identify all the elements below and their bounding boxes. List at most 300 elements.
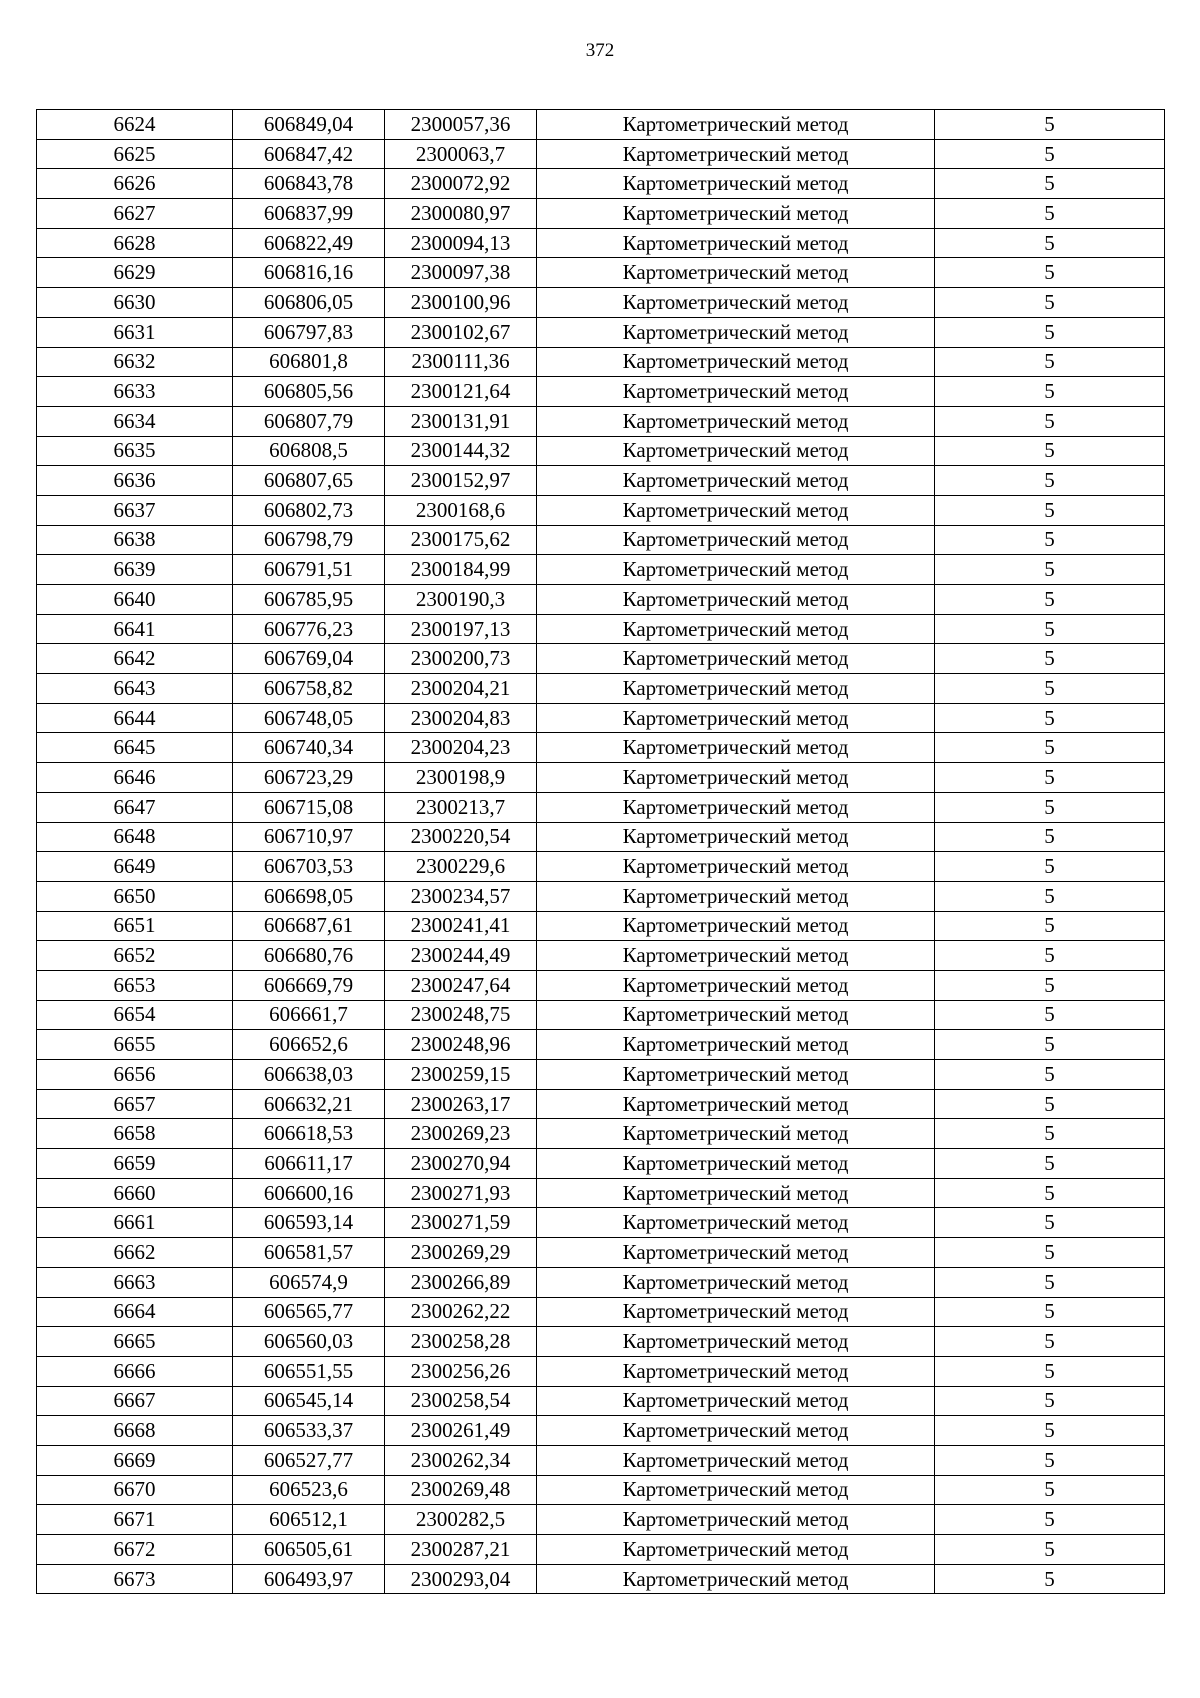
x-coordinate-cell: 606807,65 bbox=[233, 466, 385, 496]
x-coordinate-cell: 606822,49 bbox=[233, 228, 385, 258]
point-number-cell: 6652 bbox=[37, 941, 233, 971]
method-cell: Картометрический метод bbox=[537, 1000, 935, 1030]
method-cell: Картометрический метод bbox=[537, 288, 935, 318]
point-number-cell: 6629 bbox=[37, 258, 233, 288]
method-cell: Картометрический метод bbox=[537, 585, 935, 615]
table-row bbox=[37, 1327, 1165, 1357]
x-coordinate-cell: 606632,21 bbox=[233, 1089, 385, 1119]
x-coordinate-cell: 606661,7 bbox=[233, 1000, 385, 1030]
accuracy-cell: 5 bbox=[935, 792, 1165, 822]
point-number-cell: 6640 bbox=[37, 585, 233, 615]
x-coordinate-cell: 606652,6 bbox=[233, 1030, 385, 1060]
method-cell: Картометрический метод bbox=[537, 1505, 935, 1535]
x-coordinate-cell: 606581,57 bbox=[233, 1238, 385, 1268]
method-cell: Картометрический метод bbox=[537, 941, 935, 971]
point-number-cell: 6636 bbox=[37, 466, 233, 496]
point-number-cell: 6653 bbox=[37, 970, 233, 1000]
point-number-cell: 6644 bbox=[37, 703, 233, 733]
point-number-cell: 6631 bbox=[37, 317, 233, 347]
accuracy-cell: 5 bbox=[935, 1535, 1165, 1565]
accuracy-cell: 5 bbox=[935, 466, 1165, 496]
point-number-cell: 6630 bbox=[37, 288, 233, 318]
table-row bbox=[37, 911, 1165, 941]
method-cell: Картометрический метод bbox=[537, 1327, 935, 1357]
x-coordinate-cell: 606593,14 bbox=[233, 1208, 385, 1238]
table-row bbox=[37, 1060, 1165, 1090]
accuracy-cell: 5 bbox=[935, 1564, 1165, 1594]
point-number-cell: 6661 bbox=[37, 1208, 233, 1238]
y-coordinate-cell: 2300121,64 bbox=[385, 377, 537, 407]
x-coordinate-cell: 606618,53 bbox=[233, 1119, 385, 1149]
table-row bbox=[37, 1386, 1165, 1416]
y-coordinate-cell: 2300248,75 bbox=[385, 1000, 537, 1030]
x-coordinate-cell: 606703,53 bbox=[233, 852, 385, 882]
point-number-cell: 6627 bbox=[37, 199, 233, 229]
point-number-cell: 6643 bbox=[37, 674, 233, 704]
table-row bbox=[37, 110, 1165, 140]
y-coordinate-cell: 2300269,48 bbox=[385, 1475, 537, 1505]
point-number-cell: 6651 bbox=[37, 911, 233, 941]
y-coordinate-cell: 2300168,6 bbox=[385, 495, 537, 525]
table-row bbox=[37, 1564, 1165, 1594]
point-number-cell: 6671 bbox=[37, 1505, 233, 1535]
y-coordinate-cell: 2300293,04 bbox=[385, 1564, 537, 1594]
table-row bbox=[37, 881, 1165, 911]
table-row bbox=[37, 733, 1165, 763]
x-coordinate-cell: 606565,77 bbox=[233, 1297, 385, 1327]
table-row bbox=[37, 199, 1165, 229]
y-coordinate-cell: 2300204,83 bbox=[385, 703, 537, 733]
y-coordinate-cell: 2300204,23 bbox=[385, 733, 537, 763]
x-coordinate-cell: 606710,97 bbox=[233, 822, 385, 852]
y-coordinate-cell: 2300262,22 bbox=[385, 1297, 537, 1327]
x-coordinate-cell: 606638,03 bbox=[233, 1060, 385, 1090]
table-row bbox=[37, 1238, 1165, 1268]
y-coordinate-cell: 2300258,54 bbox=[385, 1386, 537, 1416]
x-coordinate-cell: 606680,76 bbox=[233, 941, 385, 971]
method-cell: Картометрический метод bbox=[537, 228, 935, 258]
accuracy-cell: 5 bbox=[935, 614, 1165, 644]
table-row bbox=[37, 228, 1165, 258]
table-row bbox=[37, 347, 1165, 377]
x-coordinate-cell: 606715,08 bbox=[233, 792, 385, 822]
table-row bbox=[37, 555, 1165, 585]
point-number-cell: 6647 bbox=[37, 792, 233, 822]
x-coordinate-cell: 606600,16 bbox=[233, 1178, 385, 1208]
point-number-cell: 6669 bbox=[37, 1445, 233, 1475]
point-number-cell: 6666 bbox=[37, 1356, 233, 1386]
table-row bbox=[37, 644, 1165, 674]
x-coordinate-cell: 606740,34 bbox=[233, 733, 385, 763]
y-coordinate-cell: 2300271,59 bbox=[385, 1208, 537, 1238]
accuracy-cell: 5 bbox=[935, 228, 1165, 258]
point-number-cell: 6626 bbox=[37, 169, 233, 199]
y-coordinate-cell: 2300229,6 bbox=[385, 852, 537, 882]
x-coordinate-cell: 606843,78 bbox=[233, 169, 385, 199]
accuracy-cell: 5 bbox=[935, 555, 1165, 585]
method-cell: Картометрический метод bbox=[537, 1445, 935, 1475]
point-number-cell: 6672 bbox=[37, 1535, 233, 1565]
method-cell: Картометрический метод bbox=[537, 347, 935, 377]
point-number-cell: 6673 bbox=[37, 1564, 233, 1594]
method-cell: Картометрический метод bbox=[537, 525, 935, 555]
accuracy-cell: 5 bbox=[935, 941, 1165, 971]
accuracy-cell: 5 bbox=[935, 1089, 1165, 1119]
y-coordinate-cell: 2300248,96 bbox=[385, 1030, 537, 1060]
point-number-cell: 6641 bbox=[37, 614, 233, 644]
table-row bbox=[37, 763, 1165, 793]
y-coordinate-cell: 2300256,26 bbox=[385, 1356, 537, 1386]
point-number-cell: 6639 bbox=[37, 555, 233, 585]
accuracy-cell: 5 bbox=[935, 1475, 1165, 1505]
y-coordinate-cell: 2300102,67 bbox=[385, 317, 537, 347]
method-cell: Картометрический метод bbox=[537, 1149, 935, 1179]
method-cell: Картометрический метод bbox=[537, 970, 935, 1000]
point-number-cell: 6654 bbox=[37, 1000, 233, 1030]
x-coordinate-cell: 606551,55 bbox=[233, 1356, 385, 1386]
point-number-cell: 6658 bbox=[37, 1119, 233, 1149]
table-row bbox=[37, 317, 1165, 347]
point-number-cell: 6655 bbox=[37, 1030, 233, 1060]
x-coordinate-cell: 606805,56 bbox=[233, 377, 385, 407]
y-coordinate-cell: 2300175,62 bbox=[385, 525, 537, 555]
accuracy-cell: 5 bbox=[935, 1119, 1165, 1149]
table-row bbox=[37, 377, 1165, 407]
y-coordinate-cell: 2300259,15 bbox=[385, 1060, 537, 1090]
y-coordinate-cell: 2300144,32 bbox=[385, 436, 537, 466]
table-row bbox=[37, 525, 1165, 555]
x-coordinate-cell: 606806,05 bbox=[233, 288, 385, 318]
accuracy-cell: 5 bbox=[935, 406, 1165, 436]
accuracy-cell: 5 bbox=[935, 1030, 1165, 1060]
y-coordinate-cell: 2300063,7 bbox=[385, 139, 537, 169]
y-coordinate-cell: 2300184,99 bbox=[385, 555, 537, 585]
point-number-cell: 6625 bbox=[37, 139, 233, 169]
method-cell: Картометрический метод bbox=[537, 1208, 935, 1238]
y-coordinate-cell: 2300241,41 bbox=[385, 911, 537, 941]
point-number-cell: 6665 bbox=[37, 1327, 233, 1357]
y-coordinate-cell: 2300271,93 bbox=[385, 1178, 537, 1208]
table-row bbox=[37, 1030, 1165, 1060]
point-number-cell: 6638 bbox=[37, 525, 233, 555]
accuracy-cell: 5 bbox=[935, 377, 1165, 407]
method-cell: Картометрический метод bbox=[537, 317, 935, 347]
point-number-cell: 6667 bbox=[37, 1386, 233, 1416]
method-cell: Картометрический метод bbox=[537, 436, 935, 466]
accuracy-cell: 5 bbox=[935, 258, 1165, 288]
y-coordinate-cell: 2300269,29 bbox=[385, 1238, 537, 1268]
x-coordinate-cell: 606847,42 bbox=[233, 139, 385, 169]
method-cell: Картометрический метод bbox=[537, 377, 935, 407]
method-cell: Картометрический метод bbox=[537, 1119, 935, 1149]
y-coordinate-cell: 2300234,57 bbox=[385, 881, 537, 911]
table-row bbox=[37, 1208, 1165, 1238]
x-coordinate-cell: 606512,1 bbox=[233, 1505, 385, 1535]
coordinates-table bbox=[36, 109, 1165, 1594]
method-cell: Картометрический метод bbox=[537, 1297, 935, 1327]
accuracy-cell: 5 bbox=[935, 495, 1165, 525]
accuracy-cell: 5 bbox=[935, 733, 1165, 763]
y-coordinate-cell: 2300220,54 bbox=[385, 822, 537, 852]
point-number-cell: 6637 bbox=[37, 495, 233, 525]
point-number-cell: 6649 bbox=[37, 852, 233, 882]
point-number-cell: 6670 bbox=[37, 1475, 233, 1505]
accuracy-cell: 5 bbox=[935, 525, 1165, 555]
table-row bbox=[37, 792, 1165, 822]
method-cell: Картометрический метод bbox=[537, 1535, 935, 1565]
x-coordinate-cell: 606698,05 bbox=[233, 881, 385, 911]
y-coordinate-cell: 2300094,13 bbox=[385, 228, 537, 258]
y-coordinate-cell: 2300287,21 bbox=[385, 1535, 537, 1565]
y-coordinate-cell: 2300270,94 bbox=[385, 1149, 537, 1179]
x-coordinate-cell: 606785,95 bbox=[233, 585, 385, 615]
x-coordinate-cell: 606533,37 bbox=[233, 1416, 385, 1446]
x-coordinate-cell: 606801,8 bbox=[233, 347, 385, 377]
x-coordinate-cell: 606723,29 bbox=[233, 763, 385, 793]
y-coordinate-cell: 2300072,92 bbox=[385, 169, 537, 199]
accuracy-cell: 5 bbox=[935, 1149, 1165, 1179]
table-row bbox=[37, 1119, 1165, 1149]
accuracy-cell: 5 bbox=[935, 1238, 1165, 1268]
accuracy-cell: 5 bbox=[935, 169, 1165, 199]
y-coordinate-cell: 2300100,96 bbox=[385, 288, 537, 318]
x-coordinate-cell: 606791,51 bbox=[233, 555, 385, 585]
point-number-cell: 6656 bbox=[37, 1060, 233, 1090]
method-cell: Картометрический метод bbox=[537, 199, 935, 229]
method-cell: Картометрический метод bbox=[537, 1386, 935, 1416]
table-row bbox=[37, 258, 1165, 288]
method-cell: Картометрический метод bbox=[537, 881, 935, 911]
method-cell: Картометрический метод bbox=[537, 911, 935, 941]
accuracy-cell: 5 bbox=[935, 199, 1165, 229]
table-row bbox=[37, 1178, 1165, 1208]
accuracy-cell: 5 bbox=[935, 822, 1165, 852]
x-coordinate-cell: 606849,04 bbox=[233, 110, 385, 140]
y-coordinate-cell: 2300200,73 bbox=[385, 644, 537, 674]
x-coordinate-cell: 606807,79 bbox=[233, 406, 385, 436]
table-row bbox=[37, 169, 1165, 199]
method-cell: Картометрический метод bbox=[537, 139, 935, 169]
accuracy-cell: 5 bbox=[935, 1000, 1165, 1030]
table-row bbox=[37, 614, 1165, 644]
method-cell: Картометрический метод bbox=[537, 733, 935, 763]
point-number-cell: 6624 bbox=[37, 110, 233, 140]
table-row bbox=[37, 466, 1165, 496]
method-cell: Картометрический метод bbox=[537, 110, 935, 140]
method-cell: Картометрический метод bbox=[537, 1238, 935, 1268]
accuracy-cell: 5 bbox=[935, 317, 1165, 347]
table-row bbox=[37, 703, 1165, 733]
y-coordinate-cell: 2300131,91 bbox=[385, 406, 537, 436]
accuracy-cell: 5 bbox=[935, 436, 1165, 466]
point-number-cell: 6660 bbox=[37, 1178, 233, 1208]
table-row bbox=[37, 1356, 1165, 1386]
table-row bbox=[37, 1297, 1165, 1327]
point-number-cell: 6664 bbox=[37, 1297, 233, 1327]
point-number-cell: 6663 bbox=[37, 1267, 233, 1297]
accuracy-cell: 5 bbox=[935, 1178, 1165, 1208]
point-number-cell: 6657 bbox=[37, 1089, 233, 1119]
table-row bbox=[37, 436, 1165, 466]
accuracy-cell: 5 bbox=[935, 881, 1165, 911]
point-number-cell: 6632 bbox=[37, 347, 233, 377]
point-number-cell: 6646 bbox=[37, 763, 233, 793]
point-number-cell: 6642 bbox=[37, 644, 233, 674]
x-coordinate-cell: 606798,79 bbox=[233, 525, 385, 555]
y-coordinate-cell: 2300269,23 bbox=[385, 1119, 537, 1149]
point-number-cell: 6668 bbox=[37, 1416, 233, 1446]
accuracy-cell: 5 bbox=[935, 852, 1165, 882]
table-row bbox=[37, 822, 1165, 852]
accuracy-cell: 5 bbox=[935, 1416, 1165, 1446]
method-cell: Картометрический метод bbox=[537, 1060, 935, 1090]
x-coordinate-cell: 606769,04 bbox=[233, 644, 385, 674]
table-row bbox=[37, 1267, 1165, 1297]
method-cell: Картометрический метод bbox=[537, 614, 935, 644]
method-cell: Картометрический метод bbox=[537, 1416, 935, 1446]
x-coordinate-cell: 606802,73 bbox=[233, 495, 385, 525]
x-coordinate-cell: 606545,14 bbox=[233, 1386, 385, 1416]
accuracy-cell: 5 bbox=[935, 1386, 1165, 1416]
x-coordinate-cell: 606748,05 bbox=[233, 703, 385, 733]
accuracy-cell: 5 bbox=[935, 1356, 1165, 1386]
x-coordinate-cell: 606808,5 bbox=[233, 436, 385, 466]
point-number-cell: 6628 bbox=[37, 228, 233, 258]
table-row bbox=[37, 941, 1165, 971]
y-coordinate-cell: 2300263,17 bbox=[385, 1089, 537, 1119]
point-number-cell: 6648 bbox=[37, 822, 233, 852]
y-coordinate-cell: 2300057,36 bbox=[385, 110, 537, 140]
accuracy-cell: 5 bbox=[935, 110, 1165, 140]
point-number-cell: 6634 bbox=[37, 406, 233, 436]
point-number-cell: 6633 bbox=[37, 377, 233, 407]
accuracy-cell: 5 bbox=[935, 674, 1165, 704]
table-row bbox=[37, 674, 1165, 704]
method-cell: Картометрический метод bbox=[537, 644, 935, 674]
y-coordinate-cell: 2300111,36 bbox=[385, 347, 537, 377]
method-cell: Картометрический метод bbox=[537, 763, 935, 793]
method-cell: Картометрический метод bbox=[537, 1030, 935, 1060]
x-coordinate-cell: 606816,16 bbox=[233, 258, 385, 288]
table-row bbox=[37, 1000, 1165, 1030]
x-coordinate-cell: 606611,17 bbox=[233, 1149, 385, 1179]
method-cell: Картометрический метод bbox=[537, 852, 935, 882]
accuracy-cell: 5 bbox=[935, 139, 1165, 169]
method-cell: Картометрический метод bbox=[537, 406, 935, 436]
method-cell: Картометрический метод bbox=[537, 495, 935, 525]
method-cell: Картометрический метод bbox=[537, 1267, 935, 1297]
method-cell: Картометрический метод bbox=[537, 703, 935, 733]
x-coordinate-cell: 606776,23 bbox=[233, 614, 385, 644]
y-coordinate-cell: 2300282,5 bbox=[385, 1505, 537, 1535]
accuracy-cell: 5 bbox=[935, 1297, 1165, 1327]
method-cell: Картометрический метод bbox=[537, 1475, 935, 1505]
accuracy-cell: 5 bbox=[935, 970, 1165, 1000]
table-row bbox=[37, 585, 1165, 615]
table-row bbox=[37, 1416, 1165, 1446]
x-coordinate-cell: 606758,82 bbox=[233, 674, 385, 704]
table-row bbox=[37, 139, 1165, 169]
y-coordinate-cell: 2300262,34 bbox=[385, 1445, 537, 1475]
y-coordinate-cell: 2300266,89 bbox=[385, 1267, 537, 1297]
accuracy-cell: 5 bbox=[935, 911, 1165, 941]
method-cell: Картометрический метод bbox=[537, 674, 935, 704]
y-coordinate-cell: 2300261,49 bbox=[385, 1416, 537, 1446]
accuracy-cell: 5 bbox=[935, 1208, 1165, 1238]
accuracy-cell: 5 bbox=[935, 347, 1165, 377]
y-coordinate-cell: 2300198,9 bbox=[385, 763, 537, 793]
y-coordinate-cell: 2300204,21 bbox=[385, 674, 537, 704]
y-coordinate-cell: 2300244,49 bbox=[385, 941, 537, 971]
x-coordinate-cell: 606527,77 bbox=[233, 1445, 385, 1475]
x-coordinate-cell: 606505,61 bbox=[233, 1535, 385, 1565]
accuracy-cell: 5 bbox=[935, 1445, 1165, 1475]
y-coordinate-cell: 2300190,3 bbox=[385, 585, 537, 615]
x-coordinate-cell: 606493,97 bbox=[233, 1564, 385, 1594]
x-coordinate-cell: 606797,83 bbox=[233, 317, 385, 347]
point-number-cell: 6659 bbox=[37, 1149, 233, 1179]
table-row bbox=[37, 1445, 1165, 1475]
y-coordinate-cell: 2300247,64 bbox=[385, 970, 537, 1000]
table-row bbox=[37, 1505, 1165, 1535]
table-row bbox=[37, 1475, 1165, 1505]
x-coordinate-cell: 606523,6 bbox=[233, 1475, 385, 1505]
method-cell: Картометрический метод bbox=[537, 1089, 935, 1119]
x-coordinate-cell: 606837,99 bbox=[233, 199, 385, 229]
accuracy-cell: 5 bbox=[935, 644, 1165, 674]
method-cell: Картометрический метод bbox=[537, 258, 935, 288]
accuracy-cell: 5 bbox=[935, 585, 1165, 615]
table-row bbox=[37, 406, 1165, 436]
page-number: 372 bbox=[585, 40, 615, 61]
point-number-cell: 6645 bbox=[37, 733, 233, 763]
accuracy-cell: 5 bbox=[935, 1327, 1165, 1357]
x-coordinate-cell: 606687,61 bbox=[233, 911, 385, 941]
method-cell: Картометрический метод bbox=[537, 555, 935, 585]
accuracy-cell: 5 bbox=[935, 1060, 1165, 1090]
accuracy-cell: 5 bbox=[935, 288, 1165, 318]
accuracy-cell: 5 bbox=[935, 1505, 1165, 1535]
method-cell: Картометрический метод bbox=[537, 169, 935, 199]
table-row bbox=[37, 852, 1165, 882]
coordinates-table-body bbox=[37, 110, 1165, 1594]
table-row bbox=[37, 288, 1165, 318]
table-row bbox=[37, 1089, 1165, 1119]
point-number-cell: 6635 bbox=[37, 436, 233, 466]
method-cell: Картометрический метод bbox=[537, 1564, 935, 1594]
table-row bbox=[37, 970, 1165, 1000]
accuracy-cell: 5 bbox=[935, 1267, 1165, 1297]
y-coordinate-cell: 2300197,13 bbox=[385, 614, 537, 644]
accuracy-cell: 5 bbox=[935, 763, 1165, 793]
y-coordinate-cell: 2300258,28 bbox=[385, 1327, 537, 1357]
x-coordinate-cell: 606560,03 bbox=[233, 1327, 385, 1357]
method-cell: Картометрический метод bbox=[537, 466, 935, 496]
method-cell: Картометрический метод bbox=[537, 1178, 935, 1208]
y-coordinate-cell: 2300080,97 bbox=[385, 199, 537, 229]
y-coordinate-cell: 2300152,97 bbox=[385, 466, 537, 496]
table-row bbox=[37, 1149, 1165, 1179]
y-coordinate-cell: 2300213,7 bbox=[385, 792, 537, 822]
y-coordinate-cell: 2300097,38 bbox=[385, 258, 537, 288]
table-row bbox=[37, 1535, 1165, 1565]
x-coordinate-cell: 606574,9 bbox=[233, 1267, 385, 1297]
point-number-cell: 6650 bbox=[37, 881, 233, 911]
accuracy-cell: 5 bbox=[935, 703, 1165, 733]
table-row bbox=[37, 495, 1165, 525]
method-cell: Картометрический метод bbox=[537, 1356, 935, 1386]
method-cell: Картометрический метод bbox=[537, 822, 935, 852]
